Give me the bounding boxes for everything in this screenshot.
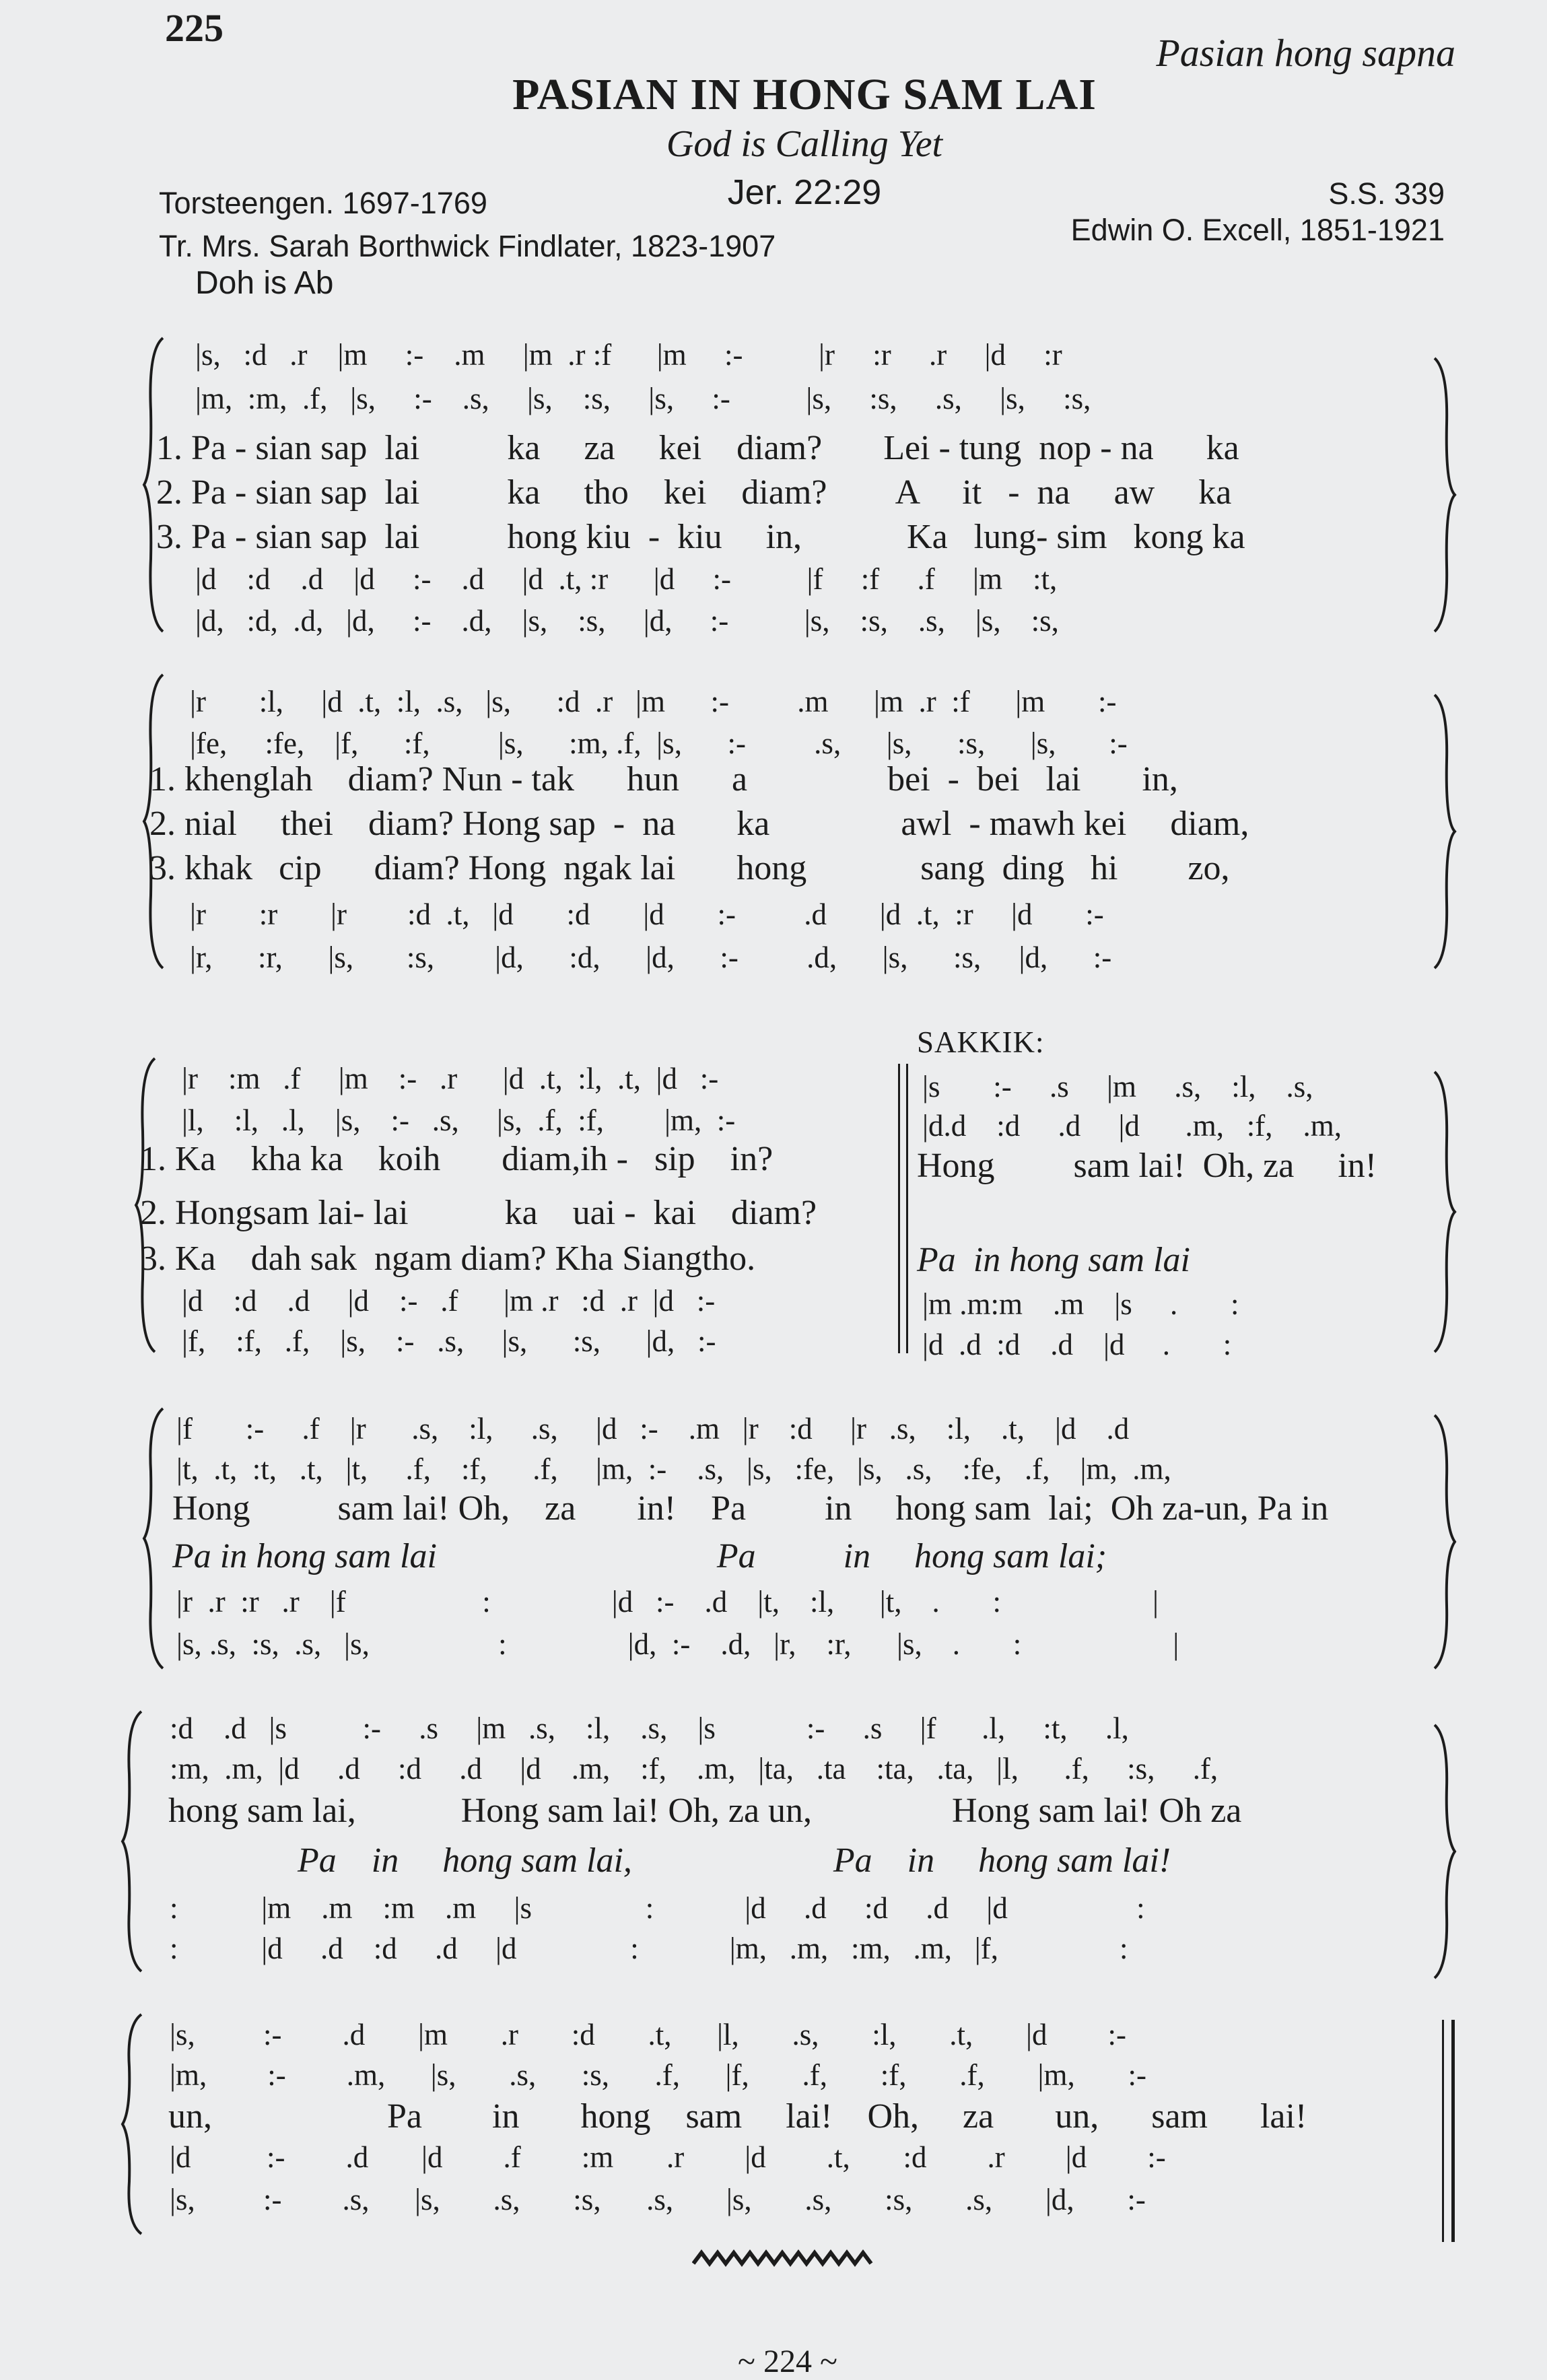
- bass-line: |f, :f, .f, |s, :- .s, |s, :s, |d, :-: [182, 1324, 716, 1358]
- final-bar-line-thick: [1451, 2020, 1455, 2242]
- tenor-line: |d :d .d |d :- .f |m .r :d .r |d :-: [182, 1284, 716, 1318]
- soprano-line: :d .d |s :- .s |m .s, :l, .s, |s :- .s |f .l, :t, .l,: [170, 1711, 1129, 1745]
- final-lyrics: un, Pa in hong sam lai! Oh, za un, sam lai!: [168, 2097, 1307, 2136]
- bass-line: |s, :- .s, |s, .s, :s, .s, |s, .s, :s, .s, |d, :-: [170, 2183, 1146, 2216]
- refrain-echo-lyrics: Pa in hong sam lai Pa in hong sam lai;: [172, 1537, 1107, 1575]
- zigzag-ornament-icon: [692, 2249, 874, 2269]
- system-6-left-brace: [120, 2013, 147, 2235]
- page-footer-number: ~ 224 ~: [738, 2344, 837, 2379]
- alto-line: |fe, :fe, |f, :f, |s, :m, .f, |s, :- .s, |s, :s, |s, :-: [190, 726, 1128, 760]
- page-number: 225: [165, 6, 224, 50]
- final-bar-line: [1442, 2020, 1444, 2242]
- refrain-tenor-line: |m .m:m .m |s . :: [922, 1287, 1239, 1321]
- refrain-lyrics: Hong sam lai! Oh, za in!: [917, 1147, 1377, 1185]
- verse-1-lyrics: 1. khenglah diam? Nun - tak hun a bei - bei lai in,: [149, 760, 1178, 798]
- bass-line: : |d .d :d .d |d : |m, .m, :m, .m, |f, :: [170, 1932, 1128, 1965]
- system-4-right-brace: [1431, 1414, 1457, 1670]
- refrain-echo-lyrics: Pa in hong sam lai, Pa in hong sam lai!: [298, 1841, 1171, 1880]
- section-title: Pasian hong sapna: [1156, 31, 1455, 75]
- soprano-line: |r :m .f |m :- .r |d .t, :l, .t, |d :-: [182, 1062, 719, 1095]
- system-3-right-brace: [1431, 1070, 1457, 1353]
- tune-reference: S.S. 339: [1328, 176, 1445, 211]
- refrain-alto-line: |d.d :d .d |d .m, :f, .m,: [922, 1109, 1342, 1143]
- translator-credit: Tr. Mrs. Sarah Borthwick Findlater, 1823-1907: [159, 229, 776, 263]
- system-5-left-brace: [120, 1710, 147, 1973]
- verse-2-lyrics: 2. nial thei diam? Hong sap - na ka awl - mawh kei diam,: [149, 805, 1249, 843]
- tenor-line: : |m .m :m .m |s : |d .d :d .d |d :: [170, 1891, 1145, 1925]
- refrain-lyrics: Hong sam lai! Oh, za in! Pa in hong sam lai; Oh za-un, Pa in: [172, 1489, 1329, 1528]
- alto-line: |m, :- .m, |s, .s, :s, .f, |f, .f, :f, .f, |m, :-: [170, 2058, 1146, 2092]
- alto-line: |l, :l, .l, |s, :- .s, |s, .f, :f, |m, :-: [182, 1103, 736, 1137]
- bass-line: |d, :d, .d, |d, :- .d, |s, :s, |d, :- |s, :s, .s, |s, :s,: [195, 604, 1059, 638]
- system-4-left-brace: [141, 1407, 168, 1670]
- alto-line: |t, .t, :t, .t, |t, .f, :f, .f, |m, :- .s, |s, :fe, |s, .s, :fe, .f, |m, .m,: [176, 1452, 1171, 1486]
- double-bar-line: [906, 1064, 908, 1353]
- verse-1-lyrics: 1. Ka kha ka koih diam,ih - sip in?: [140, 1140, 774, 1178]
- system-2-right-brace: [1431, 693, 1457, 970]
- tenor-line: |r .r :r .r |f : |d :- .d |t, :l, |t, . : |: [176, 1585, 1159, 1619]
- refrain-label: SAKKIK:: [917, 1025, 1045, 1059]
- system-5-right-brace: [1431, 1724, 1457, 1979]
- verse-3-lyrics: 3. Ka dah sak ngam diam? Kha Siangtho.: [140, 1239, 756, 1278]
- soprano-line: |s, :- .d |m .r :d .t, |l, .s, :l, .t, |d :-: [170, 2018, 1127, 2051]
- author-credit: Torsteengen. 1697-1769: [159, 186, 487, 220]
- soprano-line: |s, :d .r |m :- .m |m .r :f |m :- |r :r .r |d :r: [195, 338, 1062, 372]
- tenor-line: |d :d .d |d :- .d |d .t, :r |d :- |f :f .f |m :t,: [195, 562, 1058, 596]
- verse-3-lyrics: 3. Pa - sian sap lai hong kiu - kiu in, Ka lung- sim kong ka: [156, 518, 1245, 556]
- hymn-subtitle: God is Calling Yet: [666, 123, 943, 165]
- verse-1-lyrics: 1. Pa - sian sap lai ka za kei diam? Lei - tung nop - na ka: [156, 429, 1239, 467]
- scripture-reference: Jer. 22:29: [727, 173, 882, 212]
- tenor-line: |d :- .d |d .f :m .r |d .t, :d .r |d :-: [170, 2140, 1166, 2174]
- verse-2-lyrics: 2. Pa - sian sap lai ka tho kei diam? A it - na aw ka: [156, 473, 1232, 512]
- alto-line: |m, :m, .f, |s, :- .s, |s, :s, |s, :- |s, :s, .s, |s, :s,: [195, 382, 1091, 415]
- soprano-line: |f :- .f |r .s, :l, .s, |d :- .m |r :d |r .s, :l, .t, |d .d: [176, 1412, 1130, 1446]
- soprano-line: |r :l, |d .t, :l, .s, |s, :d .r |m :- .m |m .r :f |m :-: [190, 685, 1117, 718]
- refrain-lyrics: hong sam lai, Hong sam lai! Oh, za un, Hong sam lai! Oh za: [168, 1792, 1242, 1830]
- key-signature: Doh is Ab: [195, 265, 334, 301]
- hymn-title: PASIAN IN HONG SAM LAI: [512, 70, 1097, 119]
- bass-line: |r, :r, |s, :s, |d, :d, |d, :- .d, |s, :s, |d, :-: [190, 941, 1112, 974]
- tenor-line: |r :r |r :d .t, |d :d |d :- .d |d .t, :r |d :-: [190, 897, 1104, 931]
- double-bar-line: [898, 1064, 900, 1353]
- refrain-soprano-line: |s :- .s |m .s, :l, .s,: [922, 1070, 1313, 1103]
- alto-line: :m, .m, |d .d :d .d |d .m, :f, .m, |ta, .ta :ta, .ta, |l, .f, :s, .f,: [170, 1752, 1218, 1786]
- bass-line: |s, .s, :s, .s, |s, : |d, :- .d, |r, :r, |s, . : |: [176, 1627, 1179, 1661]
- refrain-bass-line: |d .d :d .d |d . :: [922, 1328, 1232, 1361]
- verse-2-lyrics: 2. Hongsam lai- lai ka uai - kai diam?: [140, 1194, 817, 1232]
- composer-credit: Edwin O. Excell, 1851-1921: [1070, 213, 1445, 247]
- system-1-right-brace: [1431, 357, 1457, 633]
- refrain-echo-lyrics: Pa in hong sam lai: [917, 1241, 1190, 1279]
- verse-3-lyrics: 3. khak cip diam? Hong ngak lai hong sang ding hi zo,: [149, 849, 1230, 887]
